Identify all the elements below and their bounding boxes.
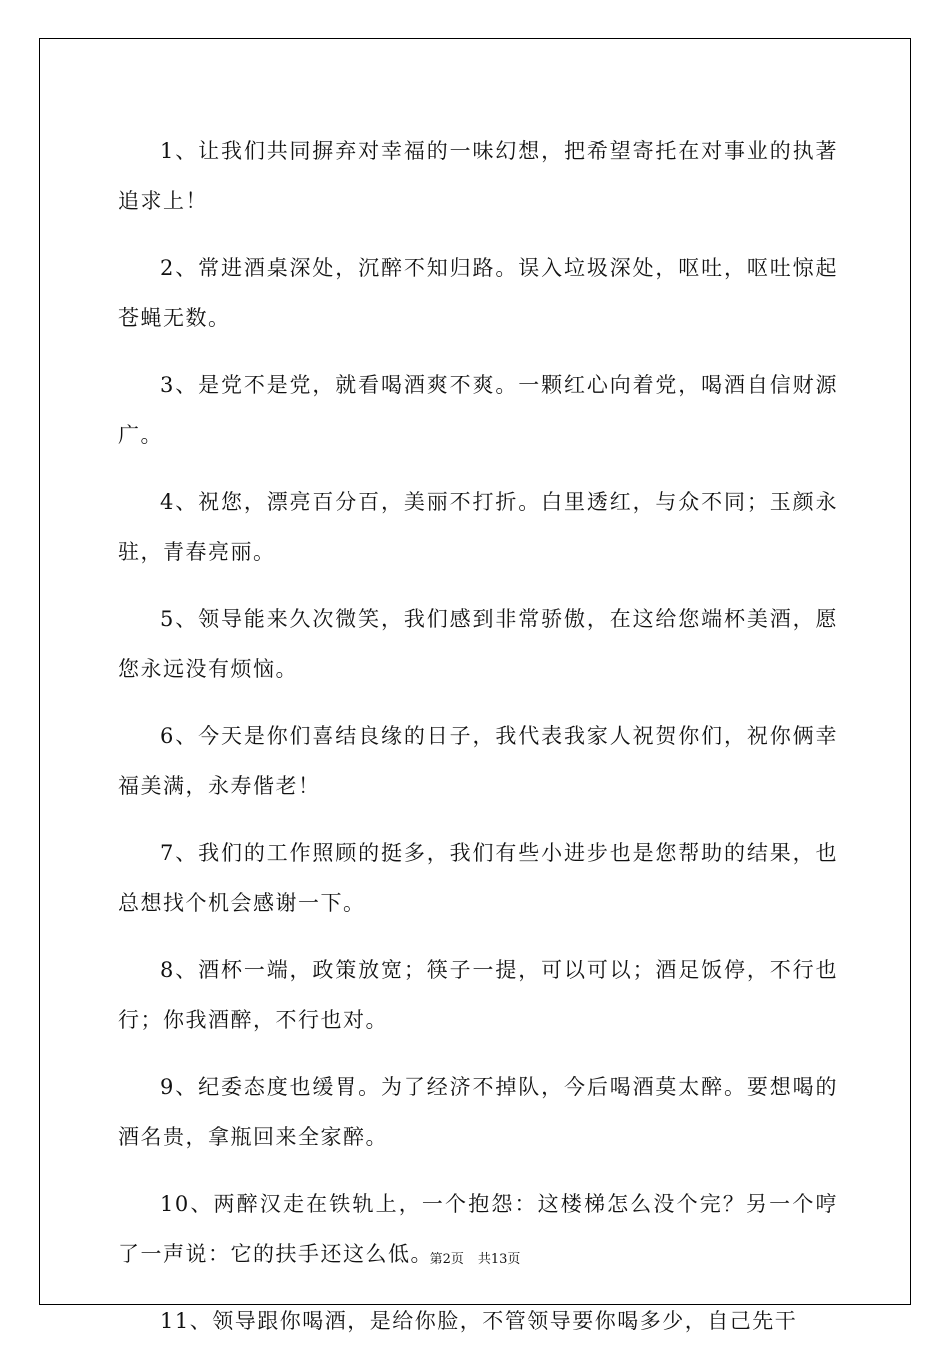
document-body xyxy=(118,126,838,1363)
paragraph-8: 8、酒杯一端，政策放宽；筷子一提，可以可以；酒足饭停，不行也行；你我酒醉，不行也对。 xyxy=(118,958,838,1032)
paragraph-1: 1、让我们共同摒弃对幸福的一味幻想，把希望寄托在对事业的执著追求上！ xyxy=(118,139,838,213)
page-total: 共13页 xyxy=(477,1252,521,1267)
paragraph-9: 9、纪委态度也缓胃。为了经济不掉队，今后喝酒莫太醉。要想喝的酒名贵，拿瓶回来全家醉。 xyxy=(118,1075,838,1149)
paragraph-10: 10、两醉汉走在铁轨上，一个抱怨：这楼梯怎么没个完？另一个哼了一声说：它的扶手还这么低。 xyxy=(118,1192,838,1266)
page-number: 第2页 xyxy=(429,1252,464,1267)
page-footer xyxy=(0,1248,950,1267)
paragraph-5: 5、领导能来久次微笑，我们感到非常骄傲，在这给您端杯美酒，愿您永远没有烦恼。 xyxy=(118,607,838,681)
paragraph-3: 3、是党不是党，就看喝酒爽不爽。一颗红心向着党，喝酒自信财源广。 xyxy=(118,373,838,447)
paragraph-11: 11、领导跟你喝酒，是给你脸，不管领导要你喝多少，自己先干 xyxy=(160,1309,798,1333)
paragraph-6: 6、今天是你们喜结良缘的日子，我代表我家人祝贺你们，祝你俩幸福美满，永寿偕老！ xyxy=(118,724,838,798)
paragraph-4: 4、祝您，漂亮百分百，美丽不打折。白里透红，与众不同；玉颜永驻，青春亮丽。 xyxy=(118,490,838,564)
paragraph-7: 7、我们的工作照顾的挺多，我们有些小进步也是您帮助的结果，也总想找个机会感谢一下。 xyxy=(118,841,838,915)
paragraph-2: 2、常进酒桌深处，沉醉不知归路。误入垃圾深处，呕吐，呕吐惊起苍蝇无数。 xyxy=(118,256,838,330)
